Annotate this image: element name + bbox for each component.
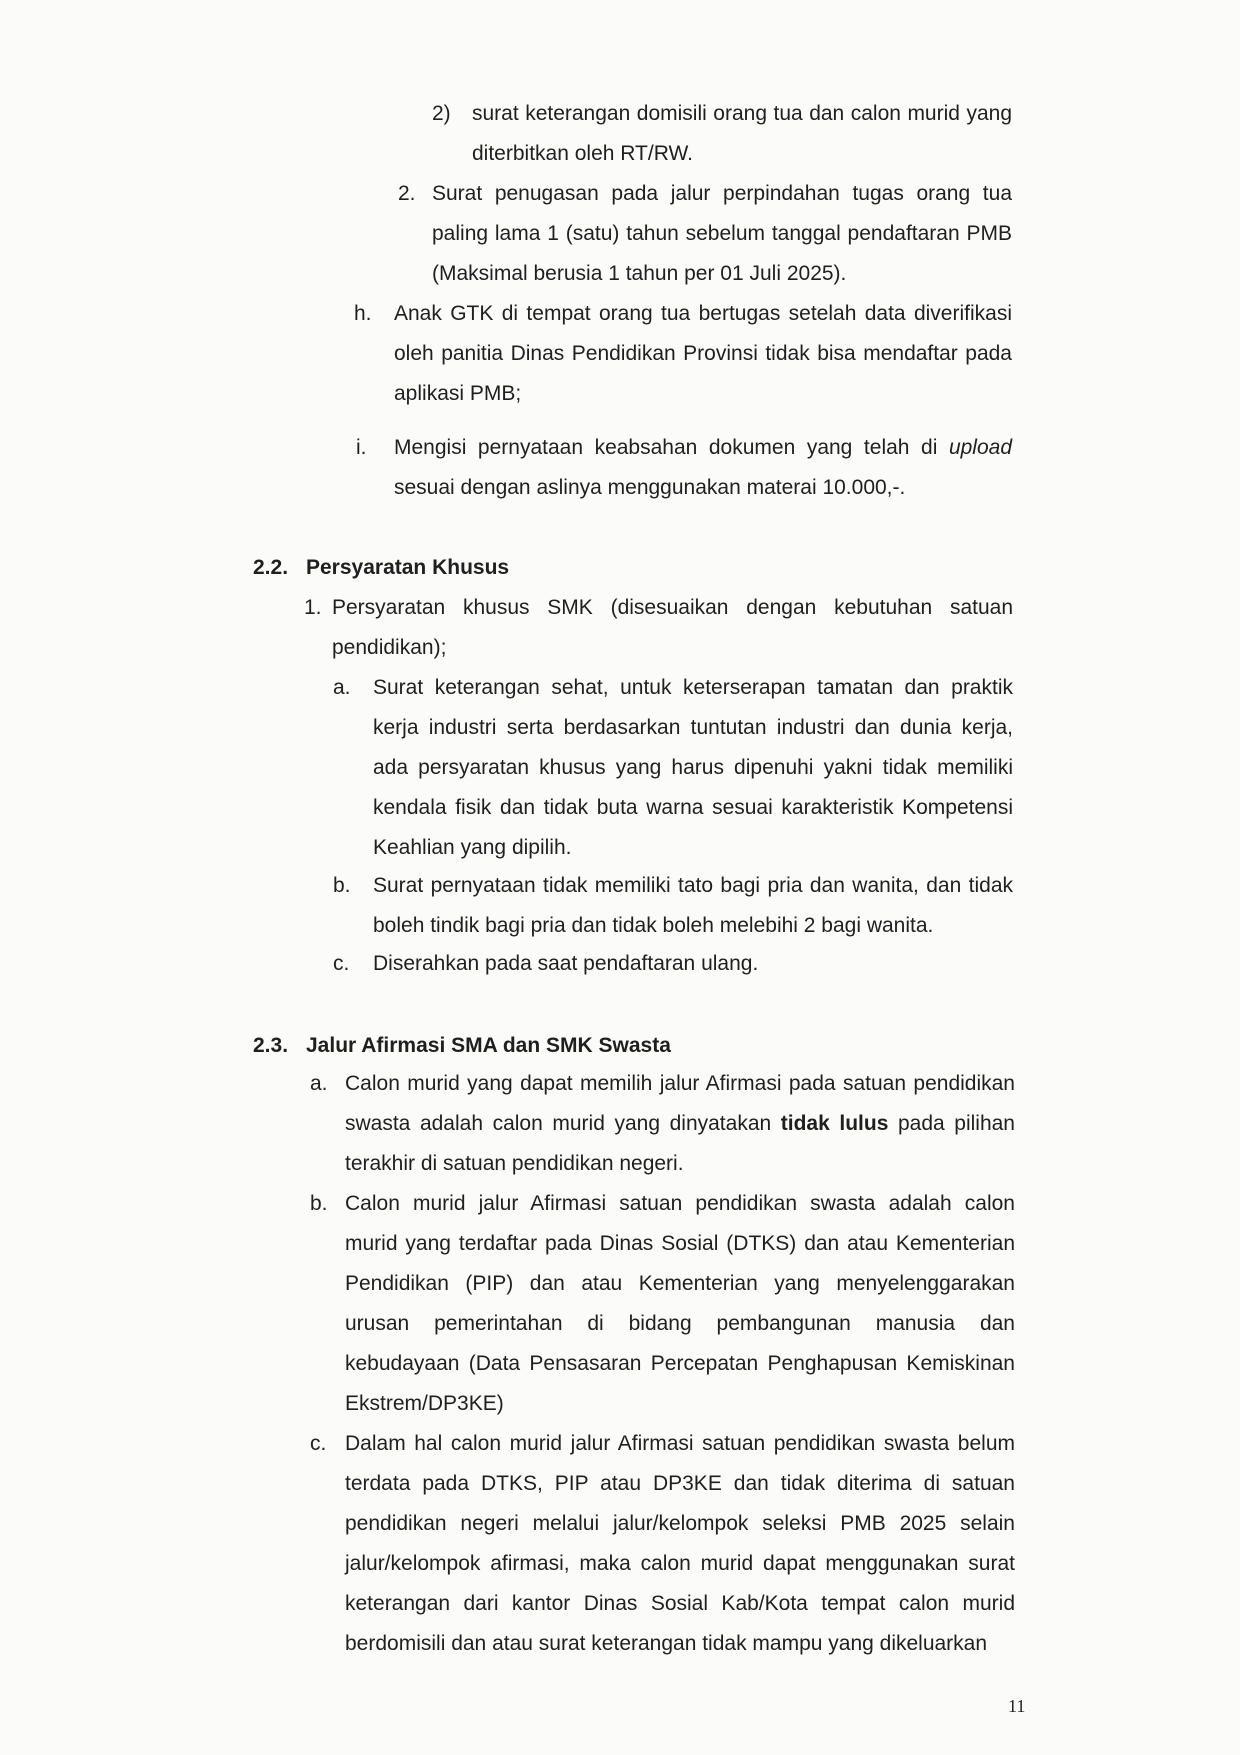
section-heading-2-3	[253, 1026, 1013, 1066]
item-text: Surat keterangan sehat, untuk keterserapan tamatan dan praktik kerja industri serta berdasarkan tuntutan industri dan dunia kerja, ada persyaratan khusus yang harus dipenuhi yakni tidak memiliki kendala fisik dan tidak buta warna sesuai karakteristik Kompetensi Keahlian yang dipilih.	[373, 676, 1013, 859]
page-number: 11	[1008, 1696, 1026, 1716]
item-text: Anak GTK di tempat orang tua bertugas setelah data diverifikasi oleh panitia Dinas Pendidikan Provinsi tidak bisa mendaftar pada aplikasi PMB;	[394, 302, 1012, 405]
item-text-end: pada pilihan terakhir di satuan pendidikan negeri.	[345, 1112, 1015, 1175]
item-label: c.	[333, 952, 350, 975]
item-text: surat keterangan domisili orang tua dan calon murid yang diterbitkan oleh RT/RW.	[472, 102, 1012, 165]
item-label: i.	[356, 436, 367, 459]
item-label: 2.	[398, 182, 416, 205]
item-text: Persyaratan khusus SMK (disesuaikan dengan kebutuhan satuan pendidikan);	[332, 596, 1013, 659]
section-number: 2.2.	[253, 556, 289, 579]
item-label: b.	[333, 874, 351, 897]
list-item-a	[310, 1064, 1015, 1184]
list-item-1	[304, 588, 1013, 668]
list-item-c	[333, 944, 1013, 984]
list-item-i	[356, 428, 1012, 508]
list-item-b	[310, 1184, 1015, 1424]
list-item-2-paren	[432, 94, 1012, 174]
item-label: a.	[333, 676, 351, 699]
list-item-b	[333, 866, 1013, 946]
item-label: 1.	[304, 596, 322, 619]
item-text-start: Mengisi pernyataan keabsahan dokumen yang telah di	[394, 436, 949, 459]
section-number: 2.3.	[253, 1034, 289, 1057]
item-label: 2)	[432, 102, 451, 125]
item-text-italic: upload	[948, 436, 1012, 459]
item-label: c.	[310, 1432, 327, 1455]
list-item-a	[333, 668, 1013, 868]
list-item-c	[310, 1424, 1015, 1664]
item-text	[345, 1064, 1015, 1184]
item-text-bold: tidak lulus	[780, 1112, 889, 1135]
item-label: b.	[310, 1192, 328, 1215]
item-text: Surat pernyataan tidak memiliki tato bagi pria dan wanita, dan tidak boleh tindik bagi pria dan tidak boleh melebihi 2 bagi wanita.	[373, 874, 1013, 937]
item-label: h.	[354, 302, 372, 325]
list-item-h	[354, 294, 1012, 414]
item-text: Surat penugasan pada jalur perpindahan tugas orang tua paling lama 1 (satu) tahun sebelum tanggal pendaftaran PMB (Maksimal berusia 1 tahun per 01 Juli 2025).	[432, 182, 1012, 285]
item-text: Calon murid jalur Afirmasi satuan pendidikan swasta adalah calon murid yang terdaftar pada Dinas Sosial (DTKS) dan atau Kementerian Pendidikan (PIP) dan atau Kementerian yang menyelenggarakan urusan pemerintahan di bidang pembangunan manusia dan kebudayaan (Data Pensasaran Percepatan Penghapusan Kemiskinan Ekstrem/DP3KE)	[345, 1192, 1015, 1415]
list-item-2	[398, 174, 1012, 294]
section-heading-2-2	[253, 548, 1013, 588]
section-title: Jalur Afirmasi SMA dan SMK Swasta	[306, 1034, 671, 1057]
section-title: Persyaratan Khusus	[306, 556, 510, 579]
item-text: Dalam hal calon murid jalur Afirmasi satuan pendidikan swasta belum terdata pada DTKS, PIP atau DP3KE dan tidak diterima di satuan pendidikan negeri melalui jalur/kelompok seleksi PMB 2025 selain jalur/kelompok afirmasi, maka calon murid dapat menggunakan surat keterangan dari kantor Dinas Sosial Kab/Kota tempat calon murid berdomisili dan atau surat keterangan tidak mampu yang dikeluarkan	[345, 1432, 1015, 1655]
item-text-start: Calon murid yang dapat memilih jalur Afirmasi pada satuan pendidikan swasta adalah calon murid yang dinyatakan	[345, 1072, 1015, 1135]
item-label: a.	[310, 1072, 328, 1095]
item-text: Diserahkan pada saat pendaftaran ulang.	[373, 952, 759, 975]
item-text-end: sesuai dengan aslinya menggunakan materai 10.000,-.	[394, 476, 906, 499]
item-text	[394, 428, 1012, 508]
